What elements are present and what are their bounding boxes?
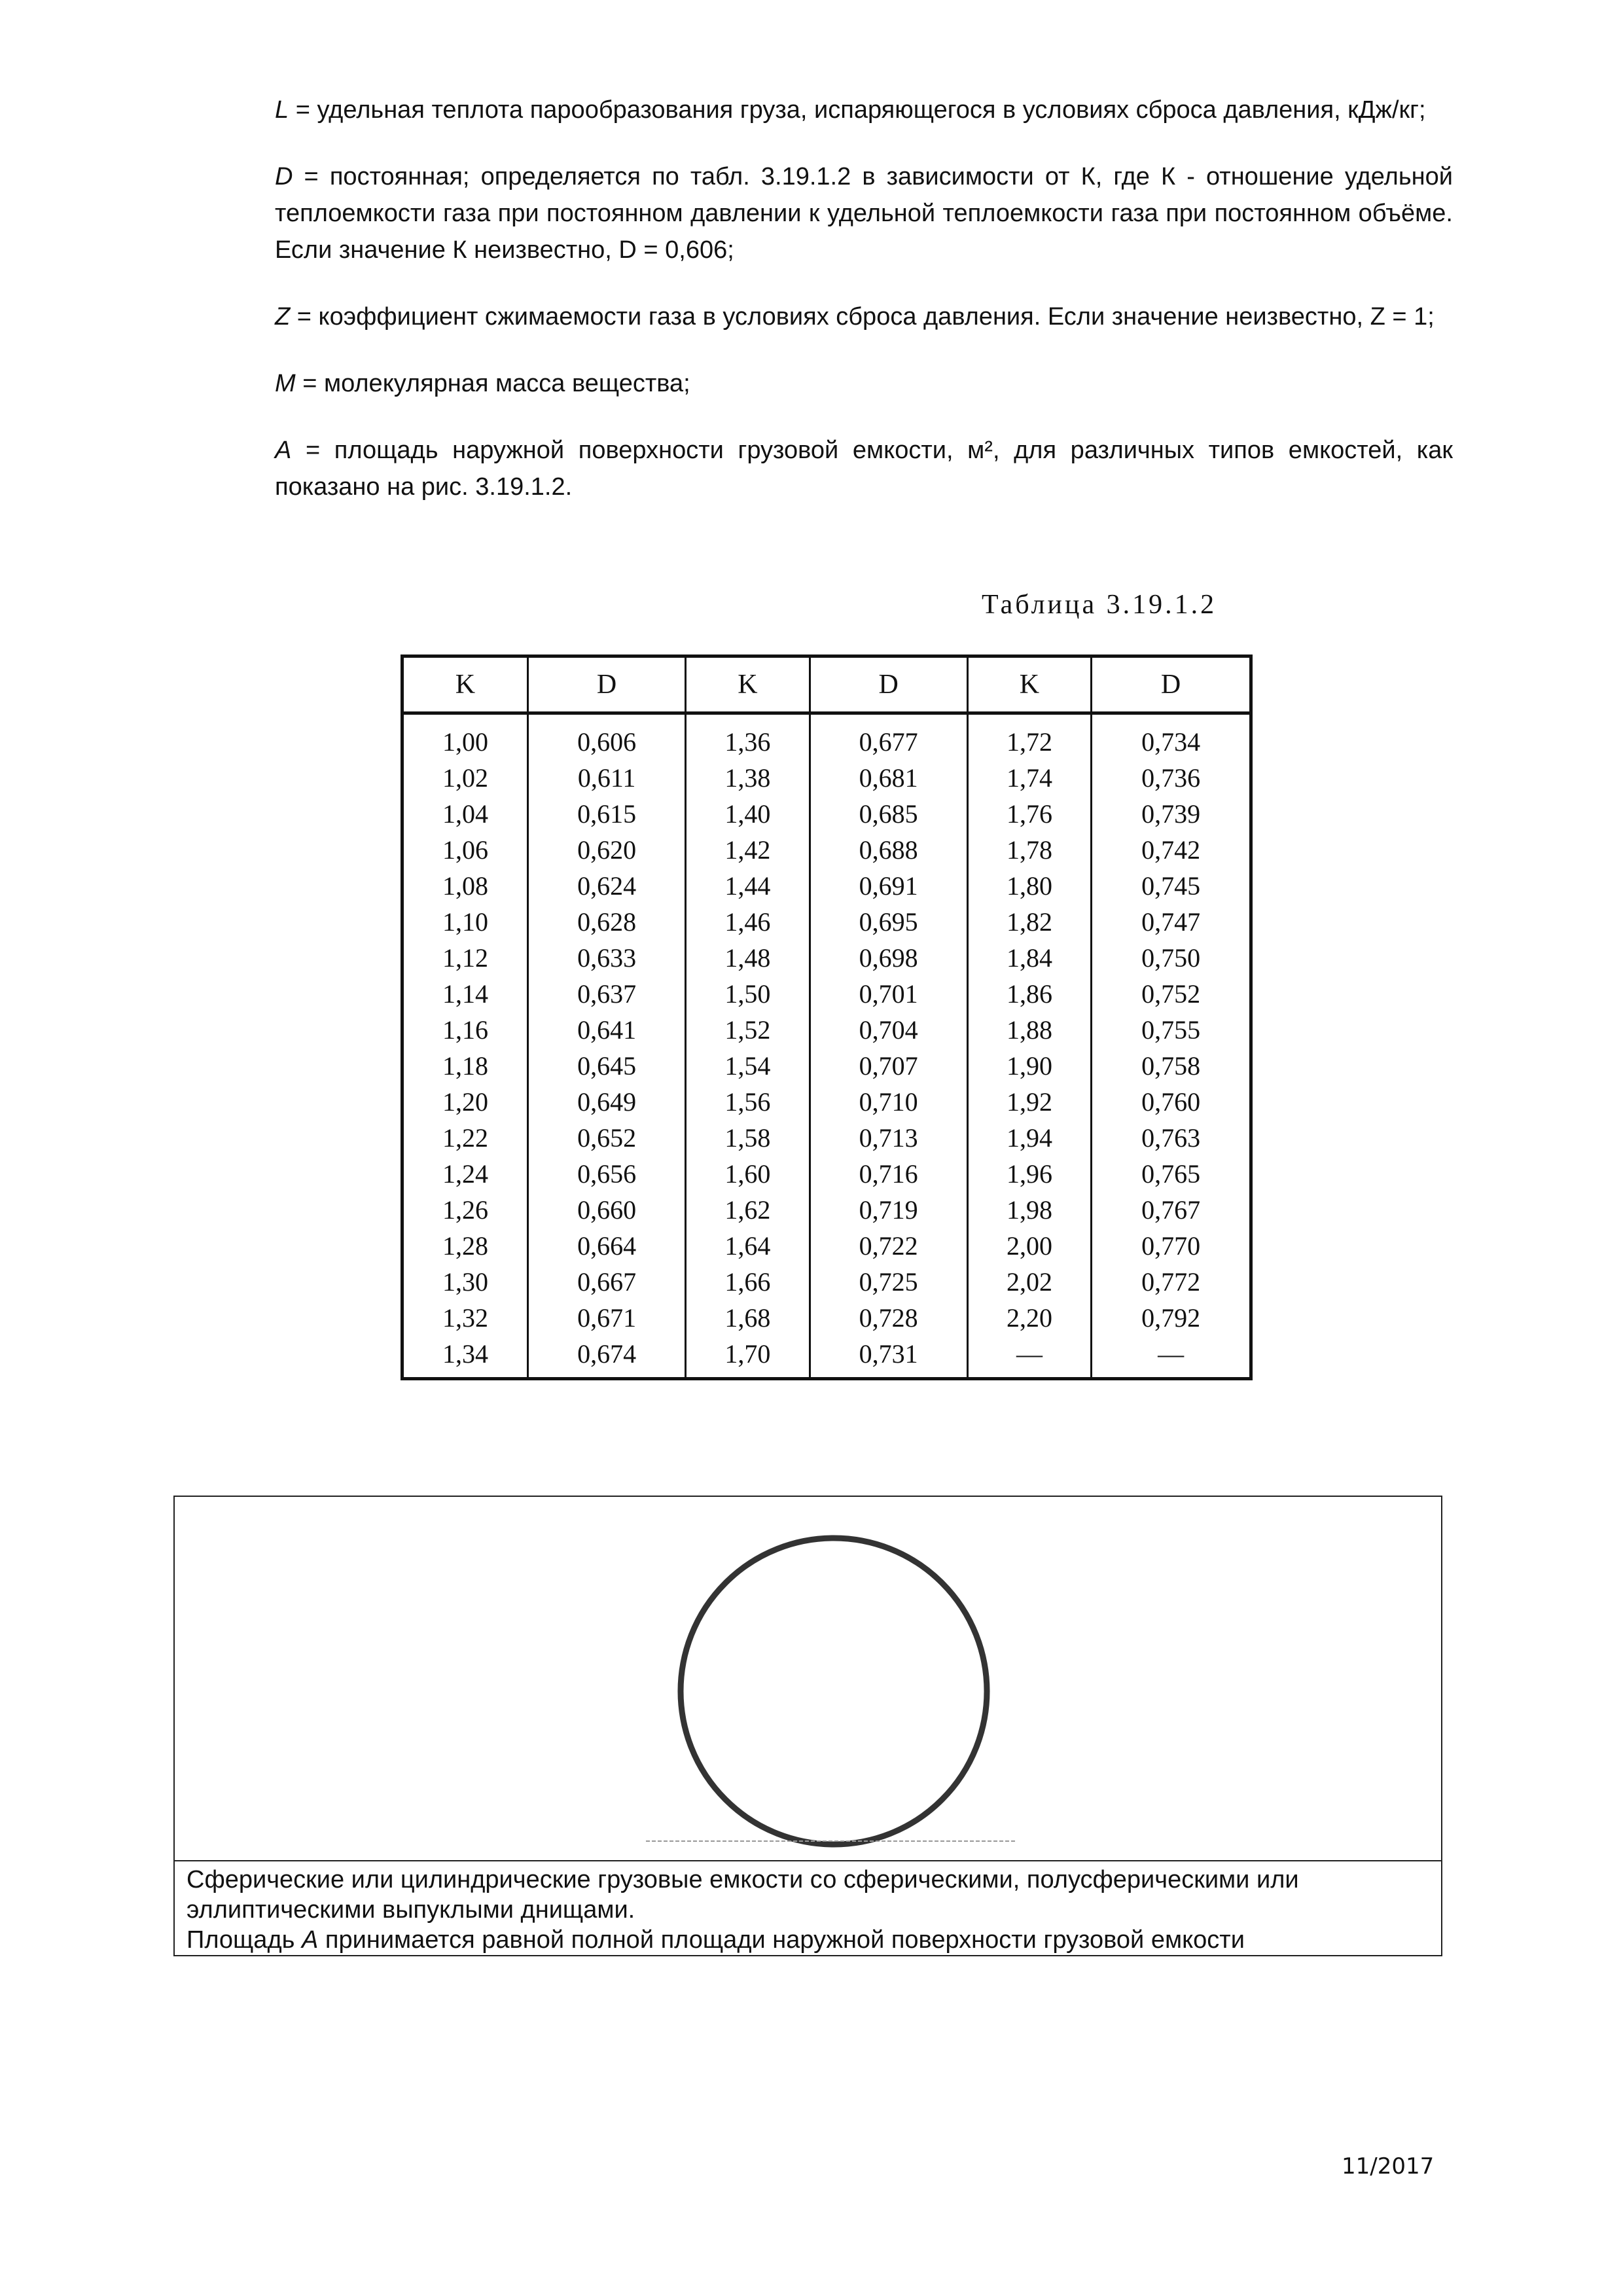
table-caption: Таблица 3.19.1.2 — [982, 590, 1217, 620]
table-cell: 0,722 — [810, 1228, 967, 1264]
definition-a: A = площадь наружной поверхности грузовой емкости, м², для различных типов емкостей, как показано на рис. 3.19.1.2. — [275, 437, 1453, 501]
table-cell: 1,68 — [686, 1300, 810, 1336]
table-cell: 0,704 — [810, 1012, 967, 1048]
table-cell: 0,698 — [810, 940, 967, 976]
table-cell: 1,36 — [686, 713, 810, 761]
table-cell: 1,70 — [686, 1336, 810, 1379]
table-cell: 0,611 — [527, 760, 685, 796]
table-row — [402, 1264, 1251, 1300]
table-cell: 0,695 — [810, 904, 967, 940]
table-cell: 1,32 — [402, 1300, 528, 1336]
table-cell: 1,96 — [967, 1156, 1091, 1192]
table-row — [402, 713, 1251, 761]
table-cell: — — [967, 1336, 1091, 1379]
table-row — [402, 1120, 1251, 1156]
table-cell: 1,24 — [402, 1156, 528, 1192]
table-cell: 0,752 — [1092, 976, 1251, 1012]
header-k-1: K — [686, 656, 810, 713]
table-cell: 1,64 — [686, 1228, 810, 1264]
table-cell: 0,671 — [527, 1300, 685, 1336]
table-body — [402, 713, 1251, 1379]
table-cell: 0,667 — [527, 1264, 685, 1300]
table-cell: 1,82 — [967, 904, 1091, 940]
table-cell: 0,770 — [1092, 1228, 1251, 1264]
figure-caption — [187, 1865, 1423, 1955]
table-cell: 0,792 — [1092, 1300, 1251, 1336]
definition-z: Z = коэффициент сжимаемости газа в условиях сброса давления. Если значение неизвестно, Z = 1; — [275, 303, 1435, 331]
definitions — [275, 92, 1453, 535]
table-row — [402, 1300, 1251, 1336]
table-cell: 0,688 — [810, 832, 967, 868]
figure-caption-line-2: Площадь A принимается равной полной площади наружной поверхности грузовой емкости — [187, 1926, 1245, 1954]
table-cell: 0,701 — [810, 976, 967, 1012]
table-cell: 0,765 — [1092, 1156, 1251, 1192]
table-cell: 0,633 — [527, 940, 685, 976]
table-cell: 0,739 — [1092, 796, 1251, 832]
table-cell: 0,641 — [527, 1012, 685, 1048]
table-cell: 1,16 — [402, 1012, 528, 1048]
table-cell: 0,652 — [527, 1120, 685, 1156]
table-cell: 1,38 — [686, 760, 810, 796]
table-cell: 1,42 — [686, 832, 810, 868]
table-row — [402, 1012, 1251, 1048]
sphere-drawing — [175, 1497, 1441, 1860]
table-cell: 1,50 — [686, 976, 810, 1012]
table-cell: 0,664 — [527, 1228, 685, 1264]
table-cell: 2,00 — [967, 1228, 1091, 1264]
table-cell: 1,18 — [402, 1048, 528, 1084]
table-cell: 0,760 — [1092, 1084, 1251, 1120]
header-k-2: K — [967, 656, 1091, 713]
table-cell: 0,742 — [1092, 832, 1251, 868]
table-cell: 0,620 — [527, 832, 685, 868]
table-cell: 1,40 — [686, 796, 810, 832]
figure-drawing-area — [175, 1497, 1441, 1861]
header-d-1: D — [810, 656, 967, 713]
table-cell: 1,52 — [686, 1012, 810, 1048]
table-header-row — [402, 656, 1251, 713]
table-cell: 1,94 — [967, 1120, 1091, 1156]
header-k-0: K — [402, 656, 528, 713]
table-cell: 0,691 — [810, 868, 967, 904]
table-cell: 1,80 — [967, 868, 1091, 904]
table-cell: 1,08 — [402, 868, 528, 904]
table-cell: 0,736 — [1092, 760, 1251, 796]
table-cell: 1,60 — [686, 1156, 810, 1192]
header-d-2: D — [1092, 656, 1251, 713]
definition-l: L = удельная теплота парообразования груза, испаряющегося в условиях сброса давления, кДж/кг; — [275, 96, 1426, 124]
table-cell: 1,66 — [686, 1264, 810, 1300]
page-footer: 11/2017 — [1342, 2153, 1435, 2179]
table-cell: 1,10 — [402, 904, 528, 940]
table-cell: 0,713 — [810, 1120, 967, 1156]
table-cell: 0,763 — [1092, 1120, 1251, 1156]
table-cell: 1,14 — [402, 976, 528, 1012]
table-cell: 1,46 — [686, 904, 810, 940]
table-cell: 0,772 — [1092, 1264, 1251, 1300]
table-row — [402, 1336, 1251, 1379]
table-row — [402, 1228, 1251, 1264]
definition-m: M = молекулярная масса вещества; — [275, 370, 690, 397]
table-cell: 1,22 — [402, 1120, 528, 1156]
table-cell: 1,48 — [686, 940, 810, 976]
table-cell: 1,28 — [402, 1228, 528, 1264]
table-cell: 0,755 — [1092, 1012, 1251, 1048]
table-cell: — — [1092, 1336, 1251, 1379]
definition-d: D = постоянная; определяется по табл. 3.19.1.2 в зависимости от К, где К - отношение удельной теплоемкости газа при постоянном давлении к удельной теплоемкости газа при постоянном объёме. Если значение К неизвестно, D = 0,606; — [275, 163, 1453, 264]
table-row — [402, 940, 1251, 976]
table-cell: 1,92 — [967, 1084, 1091, 1120]
table-cell: 0,624 — [527, 868, 685, 904]
table-cell: 1,62 — [686, 1192, 810, 1228]
sphere-outline — [681, 1538, 987, 1844]
table-cell: 0,637 — [527, 976, 685, 1012]
table-row — [402, 1156, 1251, 1192]
table-cell: 0,758 — [1092, 1048, 1251, 1084]
table-cell: 1,74 — [967, 760, 1091, 796]
table-cell: 1,84 — [967, 940, 1091, 976]
table-cell: 0,750 — [1092, 940, 1251, 976]
table-cell: 0,731 — [810, 1336, 967, 1379]
table-row — [402, 1192, 1251, 1228]
table-cell: 0,677 — [810, 713, 967, 761]
table-row — [402, 760, 1251, 796]
table-cell: 0,649 — [527, 1084, 685, 1120]
table-cell: 0,734 — [1092, 713, 1251, 761]
table-cell: 1,88 — [967, 1012, 1091, 1048]
table-row — [402, 904, 1251, 940]
table-cell: 0,656 — [527, 1156, 685, 1192]
table-cell: 1,06 — [402, 832, 528, 868]
table-cell: 2,20 — [967, 1300, 1091, 1336]
table-row — [402, 976, 1251, 1012]
table-cell: 1,26 — [402, 1192, 528, 1228]
table-row — [402, 832, 1251, 868]
table-cell: 0,747 — [1092, 904, 1251, 940]
figure-caption-line-1: Сферические или цилиндрические грузовые емкости со сферическими, полусферическими или эллиптическими выпуклыми днищами. — [187, 1866, 1299, 1924]
table-cell: 0,725 — [810, 1264, 967, 1300]
table-cell: 0,728 — [810, 1300, 967, 1336]
table-cell: 1,56 — [686, 1084, 810, 1120]
table-cell: 1,86 — [967, 976, 1091, 1012]
table-cell: 1,98 — [967, 1192, 1091, 1228]
table-cell: 1,12 — [402, 940, 528, 976]
table-cell: 1,02 — [402, 760, 528, 796]
table-cell: 0,716 — [810, 1156, 967, 1192]
table-cell: 0,681 — [810, 760, 967, 796]
table-cell: 0,719 — [810, 1192, 967, 1228]
table-cell: 0,767 — [1092, 1192, 1251, 1228]
table-cell: 1,90 — [967, 1048, 1091, 1084]
table-cell: 0,606 — [527, 713, 685, 761]
table-cell: 1,04 — [402, 796, 528, 832]
table-cell: 0,685 — [810, 796, 967, 832]
table-cell: 1,00 — [402, 713, 528, 761]
figure-3-19-1-2 — [173, 1496, 1442, 1956]
table-cell: 2,02 — [967, 1264, 1091, 1300]
table-cell: 0,615 — [527, 796, 685, 832]
table-cell: 0,660 — [527, 1192, 685, 1228]
table-cell: 0,628 — [527, 904, 685, 940]
table-cell: 0,674 — [527, 1336, 685, 1379]
table-cell: 1,20 — [402, 1084, 528, 1120]
table-cell: 1,58 — [686, 1120, 810, 1156]
table-cell: 0,707 — [810, 1048, 967, 1084]
table-cell: 0,645 — [527, 1048, 685, 1084]
table-cell: 1,44 — [686, 868, 810, 904]
header-d-0: D — [527, 656, 685, 713]
table-cell: 1,76 — [967, 796, 1091, 832]
k-d-table — [401, 655, 1253, 1380]
table-cell: 1,30 — [402, 1264, 528, 1300]
table-cell: 0,745 — [1092, 868, 1251, 904]
table-cell: 1,34 — [402, 1336, 528, 1379]
table-row — [402, 1048, 1251, 1084]
table-cell: 1,72 — [967, 713, 1091, 761]
table-cell: 0,710 — [810, 1084, 967, 1120]
table-row — [402, 1084, 1251, 1120]
table-cell: 1,78 — [967, 832, 1091, 868]
table-cell: 1,54 — [686, 1048, 810, 1084]
table-row — [402, 796, 1251, 832]
table-row — [402, 868, 1251, 904]
